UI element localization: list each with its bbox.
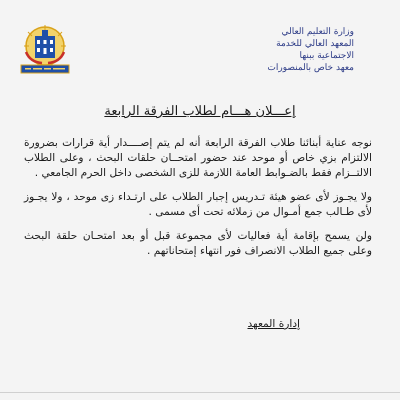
paragraph-no-coercion: ولا يجـوز لأى عضو هيئة تـدريس إجبار الطلاب على ارتـداء زى موحد ، ولا يجـوز لأى طـالب جمع أمـوال من زملائه تحت أى مسمى . (24, 191, 372, 218)
header-line-city: الاجتماعية ببنها (299, 51, 354, 61)
paragraph-dress-code: نوجه عناية أبنائنا طلاب الفرقة الرابعة أنه لم يتم إصــــدار أية قرارات بضرورة الالتزام بزي خاص أو موحد عند حضور امتحــان حلقات البحث ، وعلى الطلاب الالتــزام فقط بالضـوابط العامة اللازمة للزى الشخصى داخل الحرم الجامعي . (24, 137, 372, 179)
header-line-institute: المعهد العالي للخدمة (276, 39, 354, 49)
ministry-header (224, 26, 354, 74)
institute-logo (16, 22, 74, 78)
signature: إدارة المعهد (247, 318, 300, 330)
header-line-ministry: وزارة التعليم العالي (281, 27, 354, 37)
paragraph-no-events: ولن يسمح بإقامة أية فعاليات لأى مجموعة قبل أو بعد امتحـان حلقة البحث وعلى جميع الطلاب الانصراف فور انتهاء إمتحاناتهم . (24, 230, 372, 257)
header-line-private: معهد خاص بالمنصورات (267, 63, 354, 73)
announcement-title: إعـــلان هـــام لطلاب الفرقة الرابعة (104, 104, 296, 119)
announcement-body (24, 136, 372, 268)
divider (0, 392, 400, 393)
